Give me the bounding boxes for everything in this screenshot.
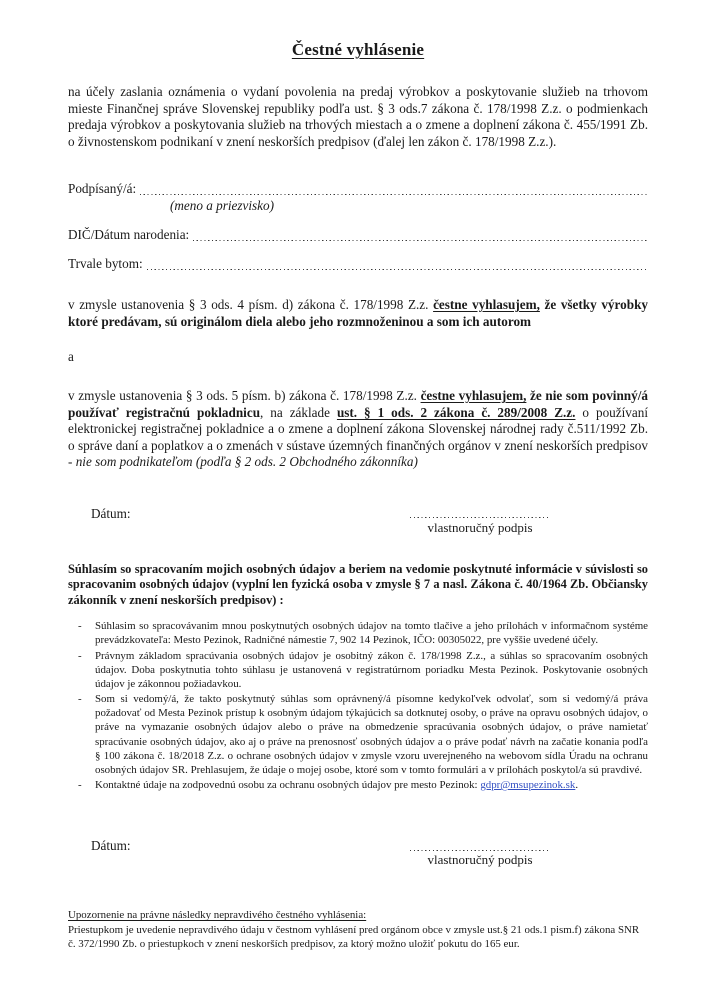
field-residence <box>68 256 648 272</box>
consent-item-2 <box>68 649 648 692</box>
declaration-2-middle: , na základe <box>260 404 337 420</box>
declaration-1-statement: že všetky výrobky ktoré predávam, sú originálom diela alebo jeho rozmnoženinou a som ich autorom <box>68 297 648 329</box>
field-residence-label: Trvale bytom: <box>68 256 143 271</box>
declaration-2-prefix: v zmysle ustanovenia § 3 ods. 5 písm. b) zákona č. 178/1998 Z.z. <box>68 388 421 403</box>
bullet-marker: - <box>78 779 82 792</box>
declaration-2-emphasis: čestne vyhlasujem, <box>420 388 527 403</box>
field-tax-id-label: DIČ/Dátum narodenia: <box>68 227 190 242</box>
gdpr-email-link[interactable]: gdpr@msupezinok.sk <box>480 779 576 792</box>
footer-text: Priestupkom je uvedenie nepravdivého údaju v čestnom vyhlásení pred orgánom obce v zmysle ust.§ 21 ods.1 pism.f) zákona SNR č. 372/1990 Zb. o priestupkoch v znení neskorších predpisov, za ktorý možno uložiť pokutu do 165 eur. <box>68 923 640 951</box>
declaration-1-prefix: v zmysle ustanovenia § 3 ods. 4 písm. d) zákona č. 178/1998 Z.z. <box>68 297 434 312</box>
consent-item-1 <box>68 619 648 647</box>
field-tax-id-fill-line <box>193 228 648 241</box>
field-residence-fill-line <box>147 257 648 270</box>
date-label-1: Dátum: <box>91 505 131 521</box>
field-signed <box>68 181 648 197</box>
signature-caption-2: vlastnoručný podpis <box>427 852 533 868</box>
bullet-marker: - <box>78 693 82 706</box>
signature-line-2 <box>410 838 550 851</box>
declaration-2-rest: o používaní elektronickej registračnej pokladnice a o zmene a doplnení zákona Slovenskej národnej rady č.511/1992 Zb. o správe daní a poplatkov a o zmenách v sústave územných finančných orgánov v znení neskorších predpisov - <box>68 404 648 469</box>
declaration-2-law-reference: ust. § 1 ods. 2 zákona č. 289/2008 Z.z. <box>336 404 576 420</box>
intro-paragraph: na účely zaslania oznámenia o vydaní povolenia na predaj výrobkov a poskytovanie služieb na trhovom mieste Finančnej správe Slovenskej republiky podľa ust. § 3 ods.7 zákona č. 178/1998 Z.z. o podmienkach predaja výrobkov a poskytovania služieb na trhových miestach a o zmene a doplnení zákona č. 455/1991 Zb. o živnostenskom podnikaní v znení neskorších predpisov (ďalej len zákon č. 178/1998 Z.z.). <box>68 84 648 149</box>
consent-item-2-text: Právnym základom spracúvania osobných údajov je osobitný zákon č. 178/1998 Z.z., a súhlas so spracovaním osobných údajov. Doba poskytnutia tohto súhlasu je ustanovená v registratúrnom poriadku Mesta Pezinok. Poskytovanie osobných údajov je zákonnou požiadavkou. <box>95 649 648 690</box>
date-signature-block-1 <box>68 506 648 536</box>
consent-item-1-text: Súhlasim so spracovávanim mnou poskytnutých osobných údajov na tomto tlačive a jeho prílohách v informačnom systéme prevádzkovateľa: Mesto Pezinok, Radničné námestie 7, 902 14 Pezinok, IČO: 00305022, pre vyššie uvedené účely. <box>95 620 648 647</box>
signature-line-1 <box>410 506 550 519</box>
declaration-paragraph-2 <box>68 388 648 471</box>
footer-heading: Upozornenie na právne následky nepravdivého čestného vyhlásenia: <box>68 909 367 922</box>
consent-item-contact-suffix: . <box>575 779 579 792</box>
signature-area-1 <box>410 506 550 536</box>
declaration-paragraph-1 <box>68 297 648 330</box>
consent-item-3-text: Som si vedomý/á, že takto poskytnutý súhlas som oprávnený/á písomne kedykoľvek odvolať, som si vedomý/á práva požadovať od Mesta Pezinok prístup k osobným údajom týkajúcich sa dotknutej osoby, o práve na opravu osobných údajov, o práve na vymazanie osobných údajov alebo o práve na obmedzenie spracúvania osobných údajov, o práve namietať spracúvanie osobných údajov, ako aj o práve na prenosnosť osobných údajov a o práve podať návrh na začatie konania podľa § 100 zákona č. 18/2018 Z.z. o ochrane osobných údajov v zmysle vzoru uverejneného na webovom sídla Úradu na ochranu osobných údajov SR. Prehlasujem, že údaje o mojej osobe, ktoré som v tomto formulári a v prílohách poskytol/a sú pravdivé. <box>95 693 648 776</box>
consent-item-contact-text: Kontaktné údaje na zodpovednú osobu za ochranu osobných údajov pre mesto Pezinok: <box>95 779 481 792</box>
consent-item-contact <box>68 778 648 792</box>
declaration-1-emphasis: čestne vyhlasujem, <box>433 297 540 312</box>
page-title: Čestné vyhlásenie <box>291 40 425 59</box>
signature-area-2 <box>410 838 550 868</box>
signature-caption-1: vlastnoručný podpis <box>427 519 533 535</box>
legal-warning-footer <box>68 908 648 952</box>
form-fields <box>68 181 648 272</box>
bullet-marker: - <box>78 649 82 662</box>
bullet-marker: - <box>78 620 82 633</box>
field-signed-label: Podpísaný/á: <box>68 181 137 196</box>
consent-heading: Súhlasím so spracovaním mojich osobných údajov a beriem na vedomie poskytnuté informácie v súvislosti so spracovanim osobných údajov (vyplní len fyzická osoba v zmysle § 7 a nasl. Zákona č. 40/1964 Zb. Občiansky zákonník v znení neskorších predpisov) : <box>68 561 648 607</box>
declaration-2-note: nie som podnikateľom (podľa § 2 ods. 2 Obchodného zákonníka) <box>75 454 418 469</box>
consent-item-3 <box>68 692 648 777</box>
field-tax-id <box>68 227 648 243</box>
field-signed-fill-line <box>140 182 648 195</box>
date-signature-block-2 <box>68 838 648 868</box>
connector-word: a <box>68 349 74 364</box>
declaration-2-statement: že nie som povinný/á používať registračnú pokladnicu <box>68 388 648 420</box>
date-label-2: Dátum: <box>91 838 131 854</box>
consent-list <box>68 619 648 792</box>
field-signed-hint: (meno a priezvisko) <box>170 198 275 213</box>
